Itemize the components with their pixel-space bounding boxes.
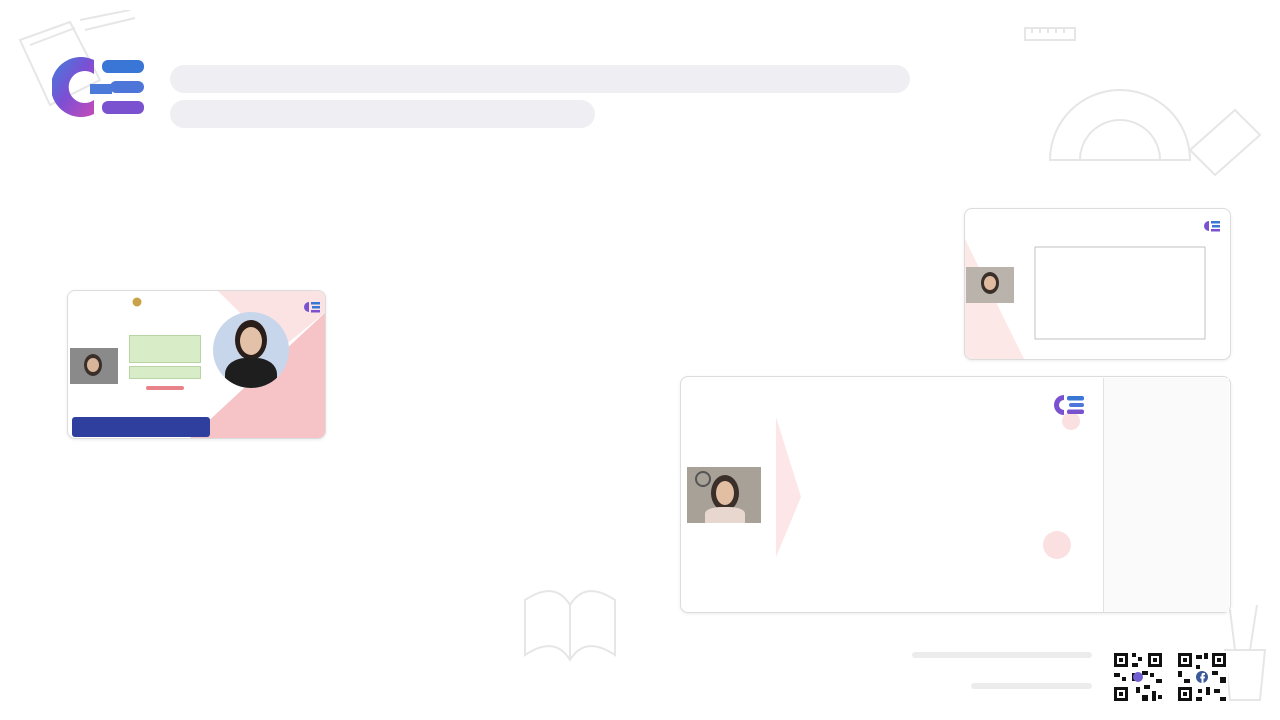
ge-small-logo-icon — [303, 301, 321, 313]
telephone — [971, 683, 1092, 689]
open-book-doodle — [515, 560, 625, 670]
qr-code-facebook-icon[interactable] — [1176, 651, 1228, 703]
protractor-doodle — [1040, 60, 1200, 170]
webcam-thumbnail-1 — [70, 348, 118, 384]
ge-small-logo-icon-2 — [1203, 220, 1221, 232]
webcam-thumbnail-3 — [687, 467, 761, 523]
instructor-name-badge — [72, 417, 210, 437]
course-title-box — [129, 335, 201, 363]
instructor-portrait — [213, 312, 289, 388]
webcam-thumbnail-2 — [966, 267, 1014, 303]
eraser-doodle — [1180, 100, 1270, 180]
qr-code-website-icon[interactable] — [1112, 651, 1164, 703]
university-seal-icon — [132, 297, 142, 307]
ruler-doodle — [1020, 18, 1080, 48]
ge-logo-slide-icon — [1053, 394, 1085, 416]
website-url[interactable] — [912, 652, 1092, 658]
instructor-box — [129, 366, 201, 379]
title-pill-1 — [170, 65, 910, 93]
live-chat-panel — [1103, 378, 1229, 612]
ge-logo-icon — [52, 52, 152, 136]
title-pill-2 — [170, 100, 595, 128]
pink-bar — [146, 386, 184, 390]
